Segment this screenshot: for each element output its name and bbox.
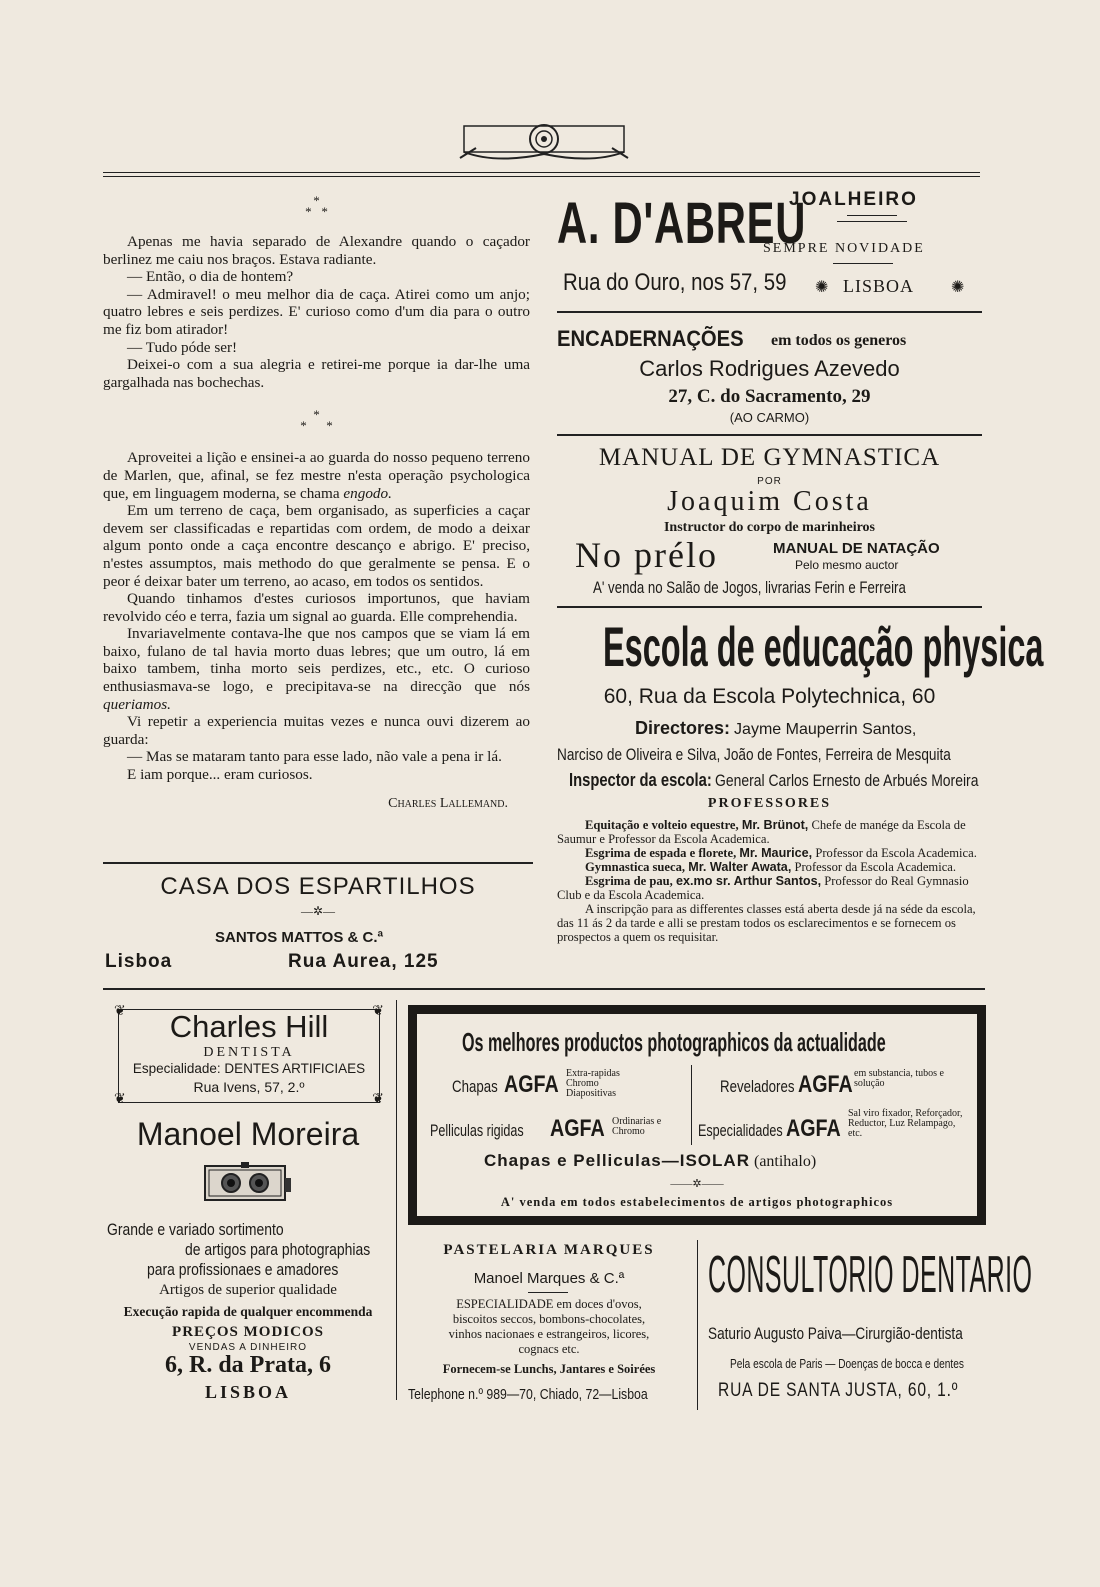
section-asterisks: * * * xyxy=(300,407,333,434)
moreira-line5: Execução rapida de qualquer encommenda xyxy=(123,1304,373,1319)
ornament: —✲— xyxy=(300,904,336,918)
hill-name: Charles Hill xyxy=(169,1009,329,1044)
paragraph: — Admiravel! o meu melhor dia de caça. Atirei como um anjo; quatro lebres e seis perdizes. E' curioso como d'um dia para o outro me fiz bom atirador! xyxy=(103,285,530,338)
paragraph xyxy=(103,625,530,713)
paragraph-italic: engodo. xyxy=(343,484,392,502)
paragraph xyxy=(103,449,530,502)
pastelaria-line3: vinhos nacionaes e estrangeiros, licores, xyxy=(448,1327,650,1341)
ad-divider xyxy=(557,311,982,313)
pastelaria-title: PASTELARIA MARQUES xyxy=(443,1242,655,1258)
escola-inspector xyxy=(569,770,978,791)
ad-divider xyxy=(557,606,982,608)
manual-book: MANUAL DE NATAÇÃO xyxy=(773,540,940,557)
agfa-title: Os melhores productos photographicos da actualidade xyxy=(462,1027,886,1057)
escola-closing: A inscripção para as differentes classes está aberta desde já na séde da escola, das 11 ás 2 da tarde e alli se prestam todos os esclarecimentos e se fornecem os prospectos a quem os requisitar. xyxy=(557,902,976,944)
flower-icon: ✺ xyxy=(815,279,829,296)
manual-author: Joaquim Costa xyxy=(667,486,872,517)
professor-entry xyxy=(557,846,985,860)
paragraph: Quando tinhamos d'estes curiosos importunos, que haviam revolvido céo e terra, fazia um signal ao guarda. Elle comprehendia. xyxy=(103,590,530,625)
paragraph-text: Invariavelmente contava-lhe que nos campos que se viam lá em baixo, fulano de tal havia morto duas lebres; que um outro, lá em baixo tambem, tinha morto seis perdizes, etc., etc. O curioso enthusiasmava-se logo, e precipitava-se na direcção que nós xyxy=(103,625,530,696)
pastelaria-line4: cognacs etc. xyxy=(518,1342,580,1356)
moreira-line2: de artigos para photographias xyxy=(185,1240,371,1259)
masthead-logo xyxy=(456,118,632,168)
directors-names-2: Narciso de Oliveira e Silva, João de Fontes, Ferreira de Mesquita xyxy=(557,745,951,764)
inspector-label: Inspector da escola: xyxy=(569,770,712,790)
moreira-city: LISBOA xyxy=(204,1382,292,1402)
ad-encadernacoes xyxy=(557,318,982,430)
encadernacoes-name: Carlos Rodrigues Azevedo xyxy=(639,356,900,381)
professor-entry xyxy=(557,818,985,846)
professor-desc: Professor da Escola Academica. xyxy=(815,846,977,860)
professor-name: Mr. Brünot, xyxy=(741,818,809,832)
agfa-brand: AGFA xyxy=(550,1115,605,1142)
moreira-name: Manoel Moreira xyxy=(136,1116,360,1152)
abreu-rule xyxy=(837,221,907,222)
encadernacoes-title: ENCADERNAÇÕES xyxy=(557,326,744,351)
moreira-line7: VENDAS A DINHEIRO xyxy=(188,1342,308,1353)
ad-pastelaria xyxy=(408,1240,690,1410)
moreira-line4: Artigos de superior qualidade xyxy=(159,1282,337,1298)
consultorio-school: Pela escola de Paris — Doenças de bocca e dentes xyxy=(730,1356,964,1371)
professors-label: PROFESSORES xyxy=(707,796,832,811)
ad-manual xyxy=(557,440,982,605)
hill-specialty: Especialidade: DENTES ARTIFICIAES xyxy=(132,1061,366,1076)
professor-desc: Professor do Real Gymnasio Club e da Escola Academica. xyxy=(557,874,969,902)
agfa-column-divider xyxy=(691,1065,692,1145)
paragraph: E iam porque... eram curiosos. xyxy=(127,766,313,784)
author-signature: Charles Lallemand. xyxy=(388,795,508,811)
manual-book-by: Pelo mesmo auctor xyxy=(795,558,899,572)
consultorio-doctor: Saturio Augusto Paiva—Cirurgião-dentista xyxy=(708,1324,963,1343)
pastelaria-owner: Manoel Marques & C.ª xyxy=(473,1270,625,1287)
article xyxy=(103,195,530,812)
agfa-brand: AGFA xyxy=(504,1071,559,1098)
ad-escola xyxy=(557,612,1044,974)
encadernacoes-note: (AO CARMO) xyxy=(729,410,810,425)
encadernacoes-subtitle: em todos os generos xyxy=(771,332,907,349)
isolar-text: Chapas e Pelliculas xyxy=(484,1151,662,1170)
agfa-item-desc: Sal viro fixador, Reforçador, Reductor, Luz Relampago, etc. xyxy=(848,1108,963,1139)
pastelaria-line5: Fornecem-se Lunchs, Jantares e Soirées xyxy=(442,1362,656,1376)
directors-label: Directores: xyxy=(635,718,731,738)
ad-agfa xyxy=(408,1005,986,1225)
header-rule xyxy=(103,172,980,173)
agfa-item-desc: em substancia, tubos e solução xyxy=(854,1068,944,1089)
paragraph: Em um terreno de caça, bem organisado, as superficies a caçar devem ser classificadas e repartidas com ordem, de modo a deixar algum ponto onde a caça encontre descanço e abrigo. E' preciso, n'estes assumptos, mais methodo do que geralmente se pensa. E o peor é deixar bater um terreno, ao acaso, em todos os sentidos. xyxy=(103,502,530,590)
professor-name: Mr. Maurice, xyxy=(739,846,813,860)
consultorio-title: CONSULTORIO DENTARIO xyxy=(708,1246,1033,1304)
professor-name: Mr. Walter Awata, xyxy=(688,860,792,874)
escola-directors xyxy=(635,718,916,739)
professor-subject: Esgrima de espada e florete, xyxy=(585,846,737,860)
ornament: ——✲—— xyxy=(670,1178,724,1190)
paragraph: Deixei-o com a sua alegria e retirei-me porque ia dar-lhe uma gargalhada nas bochechas. xyxy=(103,356,530,391)
professor-desc: Chefe de manége da Escola de Saumur e Professor da Escola Academica. xyxy=(557,818,966,846)
column-divider xyxy=(697,1240,698,1410)
manual-by: POR xyxy=(757,476,782,487)
agfa-item-label: Pelliculas rigidas xyxy=(430,1121,524,1140)
abreu-address: Rua do Ouro, nos 57, 59 xyxy=(563,269,787,296)
ad-abreu xyxy=(557,185,982,305)
section-asterisks: * * * xyxy=(305,193,328,219)
header-rule-2 xyxy=(103,176,980,177)
consultorio-address: RUA DE SANTA JUSTA, 60, 1.º xyxy=(718,1380,959,1401)
professor-name: ex.mo sr. Arthur Santos, xyxy=(675,874,822,888)
agfa-footer: A' venda em todos estabelecimentos de artigos photographicos xyxy=(500,1195,894,1209)
flower-icon: ✺ xyxy=(951,279,965,296)
agfa-brand: AGFA xyxy=(798,1071,853,1098)
abreu-slogan: SEMPRE NOVIDADE xyxy=(763,241,925,256)
ad-charles-hill xyxy=(114,1005,384,1107)
paragraph: — Então, o dia de hontem? xyxy=(127,268,294,286)
ad-moreira xyxy=(103,1112,393,1412)
moreira-address: 6, R. da Prata, 6 xyxy=(165,1352,331,1378)
isolar-brand: —ISOLAR xyxy=(661,1151,750,1170)
professor-subject: Equitação e volteio equestre, xyxy=(585,818,739,832)
directors-names: Jayme Mauperrin Santos, xyxy=(734,721,917,738)
corner-ornament: ❦ xyxy=(114,1004,126,1019)
professor-subject: Gymnastica sueca, xyxy=(585,860,686,874)
manual-title: MANUAL DE GYMNASTICA xyxy=(598,444,941,471)
espartilhos-owner: SANTOS MATTOS & C.ª xyxy=(215,929,384,946)
espartilhos-address: Rua Aurea, 125 xyxy=(288,951,439,972)
ad-divider xyxy=(557,434,982,436)
section-divider xyxy=(103,988,985,990)
pastelaria-phone: Telephone n.º 989—70, Chiado, 72—Lisboa xyxy=(408,1386,648,1403)
pastelaria-line2: biscoitos seccos, bombons-chocolates, xyxy=(452,1312,646,1326)
professor-subject: Esgrima de pau, xyxy=(585,874,673,888)
column-divider xyxy=(396,1000,397,1400)
professors-list xyxy=(557,818,985,944)
ad-consultorio xyxy=(702,1240,1033,1410)
corner-ornament: ❦ xyxy=(114,1092,126,1107)
abreu-city: LISBOA xyxy=(843,276,915,296)
moreira-line6: PREÇOS MODICOS xyxy=(172,1324,324,1340)
professor-desc: Professor da Escola Academica. xyxy=(794,860,957,874)
abreu-trade: JOALHEIRO xyxy=(789,189,918,210)
ad-espartilhos xyxy=(103,868,533,973)
professor-entry xyxy=(557,874,985,902)
paragraph: — Mas se mataram tanto para esse lado, não vale a pena ir lá. xyxy=(127,748,502,766)
paragraph: — Tudo póde ser! xyxy=(127,338,238,356)
manual-prelo: No prélo xyxy=(575,535,718,575)
manual-sale: A' venda no Salão de Jogos, livrarias Ferin e Ferreira xyxy=(593,578,906,597)
camera-icon xyxy=(201,1160,293,1206)
agfa-item-label: Reveladores xyxy=(720,1077,795,1096)
agfa-item-label: Especialidades xyxy=(698,1121,783,1140)
moreira-line3: para profissionaes e amadores xyxy=(147,1260,339,1279)
espartilhos-title: CASA DOS ESPARTILHOS xyxy=(160,873,476,900)
pastelaria-line1: ESPECIALIDADE em doces d'ovos, xyxy=(456,1297,642,1311)
corner-ornament: ❦ xyxy=(372,1004,384,1019)
hill-title: DENTISTA xyxy=(203,1045,295,1060)
paragraph-italic: queriamos. xyxy=(103,695,171,713)
abreu-rule xyxy=(833,263,893,264)
espartilhos-city: Lisboa xyxy=(105,951,173,972)
hill-address: Rua Ivens, 57, 2.º xyxy=(193,1079,305,1095)
agfa-item-desc: Ordinarias e Chromo xyxy=(612,1116,662,1137)
ad-divider xyxy=(103,862,533,864)
encadernacoes-address: 27, C. do Sacramento, 29 xyxy=(668,386,871,407)
agfa-isolar xyxy=(484,1151,816,1171)
agfa-item-desc: Extra-rapidas Chromo Diapositivas xyxy=(566,1068,620,1099)
manual-role: Instructor do corpo de marinheiros xyxy=(663,520,876,535)
isolar-note: (antihalo) xyxy=(753,1153,817,1170)
moreira-line1: Grande e variado sortimento xyxy=(107,1220,284,1239)
escola-address: 60, Rua da Escola Polytechnica, 60 xyxy=(603,685,936,708)
pastelaria-rule xyxy=(528,1292,568,1293)
escola-title: Escola de educação physica xyxy=(603,615,1044,678)
abreu-rule xyxy=(847,215,897,216)
paragraph: Vi repetir a experiencia muitas vezes e nunca ouvi dizerem ao guarda: xyxy=(103,713,530,748)
paragraph: Apenas me havia separado de Alexandre quando o caçador berlinez me caiu nos braços. Estava radiante. xyxy=(103,233,530,268)
agfa-item-label: Chapas xyxy=(452,1077,498,1096)
paragraph-text: Aproveitei a lição e ensinei-a ao guarda do nosso pequeno terreno de Marlen, que, afinal, se fez mestre n'esta operação psychologica que, em linguagem moderna, se chama xyxy=(103,449,530,502)
abreu-name: A. D'ABREU xyxy=(557,191,807,256)
professor-entry xyxy=(557,860,985,874)
corner-ornament: ❦ xyxy=(372,1092,384,1107)
agfa-brand: AGFA xyxy=(786,1115,841,1142)
inspector-name: General Carlos Ernesto de Arbués Moreira xyxy=(715,771,979,790)
